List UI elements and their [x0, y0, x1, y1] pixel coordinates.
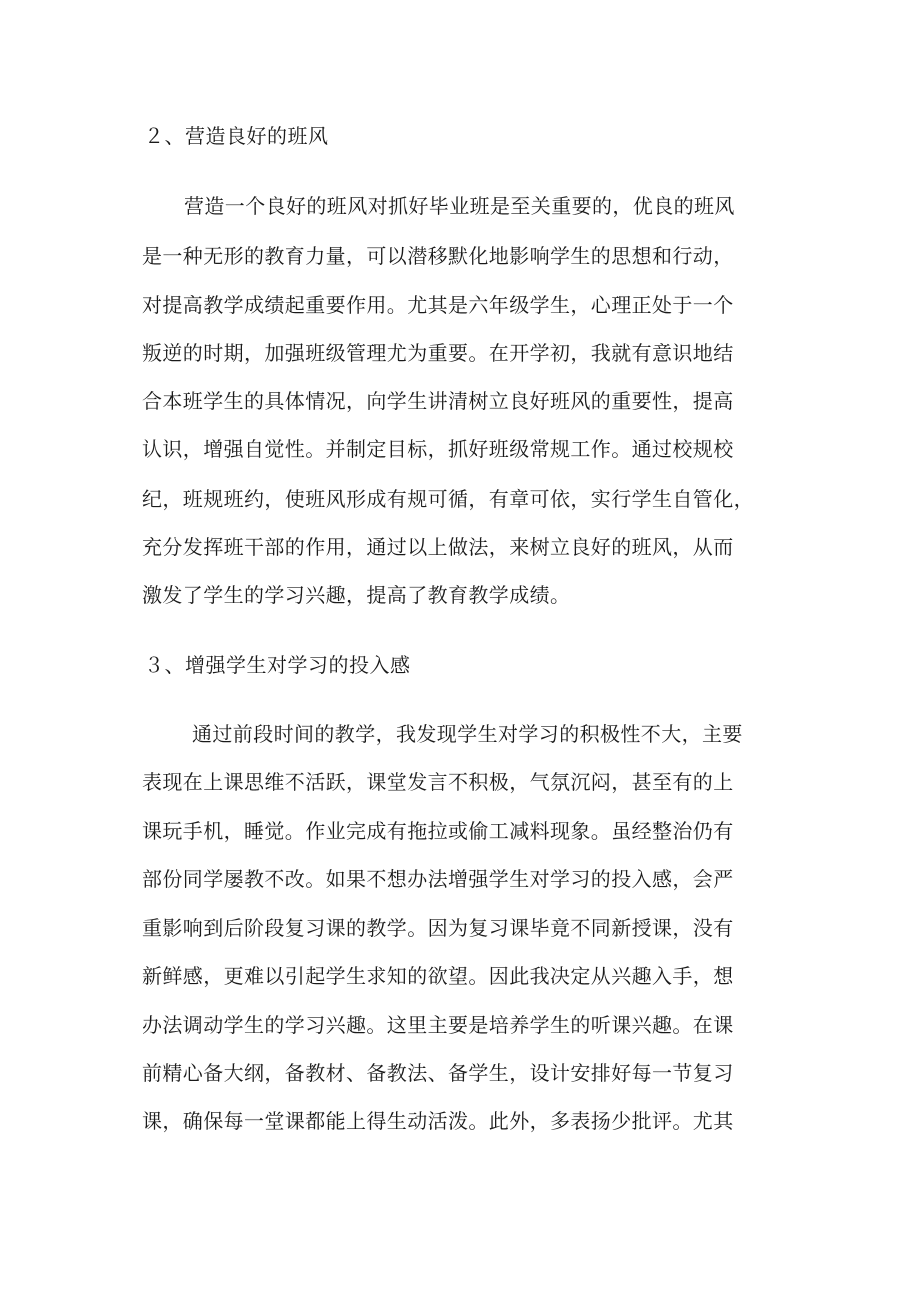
section-2-line-8: 充分发挥班干部的作用，通过以上做法，来树立良好的班风，从而 — [142, 535, 734, 559]
section-2-line-2: 是一种无形的教育力量，可以潜移默化地影响学生的思想和行动， — [142, 244, 734, 268]
section-3-line-3: 课玩手机，睡觉。作业完成有拖拉或偷工减料现象。虽经整治仍有 — [142, 819, 734, 843]
section-3-line-4: 部份同学屡教不改。如果不想办法增强学生对学习的投入感，会严 — [142, 867, 734, 891]
section-2-line-6: 认识，增强自觉性。并制定目标，抓好班级常规工作。通过校规校 — [142, 437, 734, 461]
section-2-line-3: 对提高教学成绩起重要作用。尤其是六年级学生，心理正处于一个 — [142, 293, 734, 317]
section-3-line-1: 通过前段时间的教学，我发现学生对学习的积极性不大，主要 — [192, 722, 743, 746]
section-2-line-7: 纪，班规班约，使班风形成有规可循，有章可依，实行学生自管化， — [142, 487, 754, 511]
section-3-line-6: 新鲜感，更难以引起学生求知的欲望。因此我决定从兴趣入手，想 — [142, 964, 734, 988]
section-2-line-4: 叛逆的时期，加强班级管理尤为重要。在开学初，我就有意识地结 — [142, 341, 734, 365]
section-2-line-9: 激发了学生的学习兴趣，提高了教育教学成绩。 — [142, 583, 571, 607]
section-3-line-7: 办法调动学生的学习兴趣。这里主要是培养学生的听课兴趣。在课 — [142, 1013, 734, 1037]
section-3-heading: ３、增强学生对学习的投入感 — [144, 653, 411, 677]
section-2-heading: ２、营造良好的班风 — [144, 124, 329, 148]
section-2-line-1: 营造一个良好的班风对抓好毕业班是至关重要的，优良的班风 — [184, 194, 735, 218]
section-3-line-2: 表现在上课思维不活跃，课堂发言不积极，气氛沉闷，甚至有的上 — [142, 770, 734, 794]
section-3-line-8: 前精心备大纲，备教材、备教法、备学生，设计安排好每一节复习 — [142, 1061, 734, 1085]
section-3-line-5: 重影响到后阶段复习课的教学。因为复习课毕竟不同新授课，没有 — [142, 916, 734, 940]
section-2-line-5: 合本班学生的具体情况，向学生讲清树立良好班风的重要性，提高 — [142, 389, 734, 413]
section-3-line-9: 课，确保每一堂课都能上得生动活泼。此外，多表扬少批评。尤其 — [142, 1109, 734, 1133]
